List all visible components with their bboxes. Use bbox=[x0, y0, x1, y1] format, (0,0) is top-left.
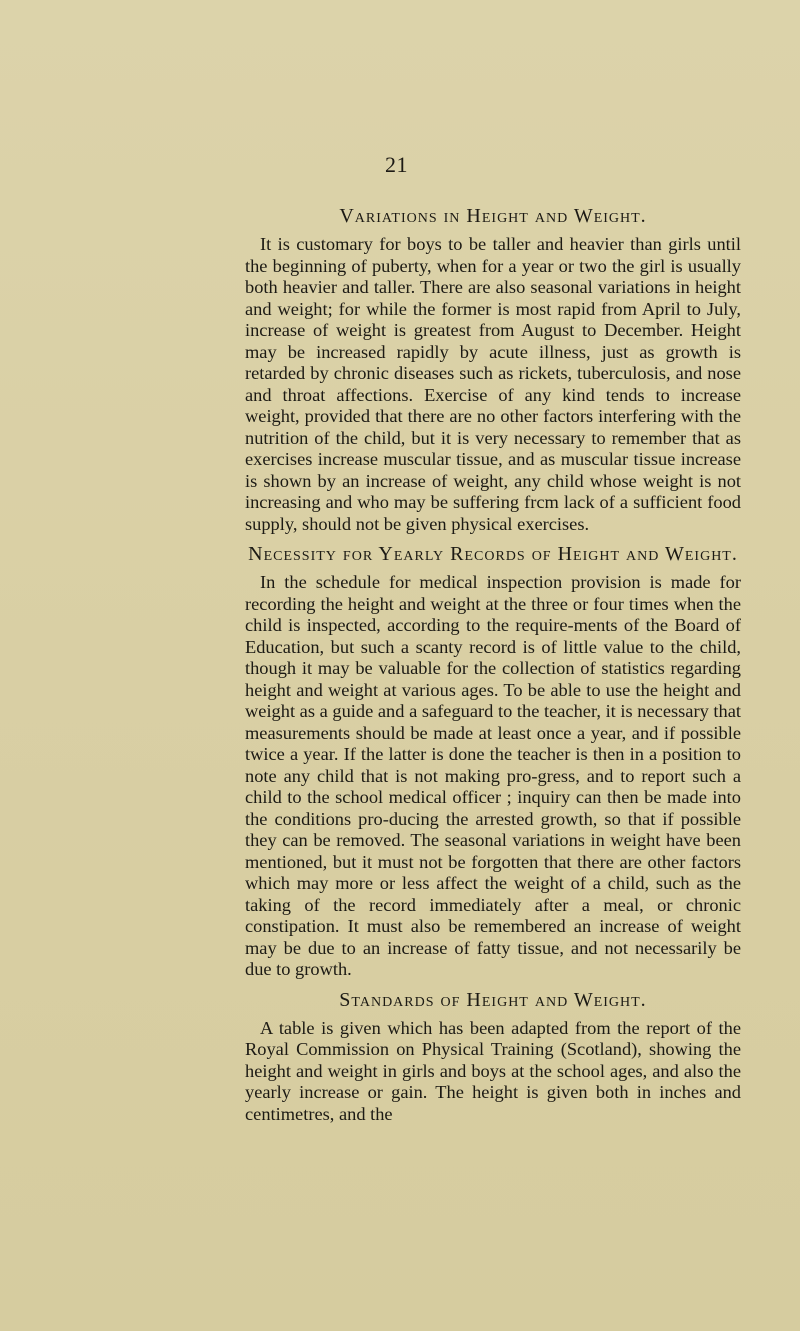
section-paragraph-yearly-records: In the schedule for medical inspection provision is made for recording the height and weight at the three or four times when the child is inspected, according to the require-ments of the Board of Education, but such a scanty record is of little value to the child, though it may be valuable for the collection of statistics regarding height and weight at various ages. To be able to use the height and weight as a guide and a safeguard to the teacher, it is necessary that measurements should be made at least once a year, and if possible twice a year. If the latter is done the teacher is then in a position to note any child that is not making pro-gress, and to report such a child to the school medical officer ; inquiry can then be made into the conditions pro-ducing the arrested growth, so that if possible they can be removed. The seasonal variations in weight have been mentioned, but it must not be forgotten that there are other factors which may more or less affect the weight of a child, such as the taking of the record immediately after a meal, or chronic constipation. It must also be remembered an increase of weight may be due to an increase of fatty tissue, and not necessarily be due to growth. bbox=[245, 572, 741, 979]
section-paragraph-standards: A table is given which has been adapted from the report of the Royal Commission on Physical Training (Scotland), showing the height and weight in girls and boys at the school ages, and also the yearly increase or gain. The height is given both in inches and centimetres, and the bbox=[245, 1017, 741, 1124]
page-number: 21 bbox=[385, 152, 408, 177]
section-paragraph-variations: It is customary for boys to be taller and heavier than girls until the beginning of puberty, when for a year or two the girl is usually both heavier and taller. There are also seasonal variations in height and weight; for while the former is most rapid from April to July, increase of weight is greatest from August to December. Height may be increased rapidly by acute illness, just as growth is retarded by chronic diseases such as rickets, tuberculosis, and nose and throat affections. Exercise of any kind tends to increase weight, provided that there are no other factors interfering with the nutrition of the child, but it is very necessary to remember that as exercises increase muscular tissue, and as muscular tissue increase is shown by an increase of weight, any child whose weight is not increasing and who may be suffering frcm lack of a sufficient food supply, should not be given physical exercises. bbox=[245, 234, 741, 534]
section-heading-yearly-records: Necessity for Yearly Records of Height and Weight. bbox=[248, 543, 738, 565]
section-heading-standards: Standards of Height and Weight. bbox=[339, 988, 647, 1011]
section-heading-variations: Variations in Height and Weight. bbox=[339, 205, 647, 227]
page-content bbox=[245, 205, 741, 1125]
